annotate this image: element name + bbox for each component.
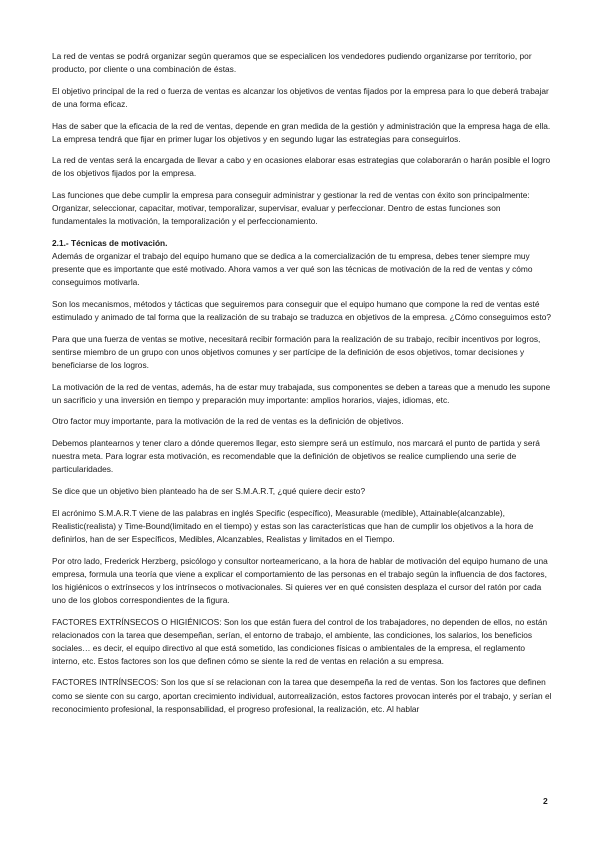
paragraph-estrategias: La red de ventas será la encargada de llevar a cabo y en ocasiones elaborar esas estrategias que colaborarán o harán posible el logro de los objetivos fijados por la empresa.	[52, 155, 551, 179]
document-body	[52, 50, 552, 724]
section-intro: Además de organizar el trabajo del equipo humano que se dedica a la comercialización de tu empresa, debes tener siempre muy presente que es importante que esté motivado. Ahora vamos a ver qué son las técnicas de motivación de la red de ventas y cómo conseguimos motivarla.	[52, 251, 533, 288]
paragraph-mecanismos: Son los mecanismos, métodos y tácticas que seguiremos para conseguir que el equipo humano que compone la red de ventas esté estimulado y animado de tal forma que la realización de su trabajo se traduzca en objetivos de la empresa. ¿Cómo conseguimos esto?	[52, 298, 552, 323]
page-number: 2	[543, 796, 548, 806]
paragraph-motivacion-trabajada: La motivación de la red de ventas, además, ha de estar muy trabajada, sus componentes se deben a tareas que a menudo les supone un sacrificio y una inversión en tiempo y preparación muy importante: amplios horarios, viajes, idiomas, etc.	[52, 381, 551, 405]
paragraph-objetivo-principal: El objetivo principal de la red o fuerza de ventas es alcanzar los objetivos de ventas fijados por la empresa para lo que deberá trabajar de una forma eficaz.	[52, 85, 549, 109]
paragraph-smart-question: Se dice que un objetivo bien planteado ha de ser S.M.A.R.T, ¿qué quiere decir esto?	[52, 485, 366, 496]
paragraph-fuerza-ventas: Para que una fuerza de ventas se motive, necesitará recibir formación para la realización de su trabajo, recibir incentivos por logros, sentirse miembro de un grupo con unos objetivos comunes y ser partícipe de la definición de esos objetivos, tomar decisiones y beneficiarse de los logros.	[52, 333, 541, 370]
paragraph-smart-acronym: El acrónimo S.M.A.R.T viene de las palabras en inglés Specific (específico), Measurable (medible), Attainable(alcanzable), Realistic(realista) y Time-Bound(limitado en el tiempo) y estas son las características que han de cumplir los objetivos a la hora de definirlos, han de ser Específicos, Medibles, Alcanzables, Realistas y limitados en el Tiempo.	[52, 507, 534, 544]
paragraph-funciones: Las funciones que debe cumplir la empresa para conseguir administrar y gestionar la red de ventas con éxito son principalmente: Organizar, seleccionar, capacitar, motivar, temporalizar, supervisar, evaluar y perfeccionar. Dentro de estas funciones son fundamentales la motivación, la temporalización y el perfeccionamiento.	[52, 190, 530, 227]
paragraph-factores-intrinsecos: FACTORES INTRÍNSECOS: Son los que sí se relacionan con la tarea que desempeña la red de ventas. Son los factores que definen como se siente con su cargo, aportan crecimiento individual, autorrealización, estos factores provocan interés por el trabajo, y serían el reconocimiento profesional, la responsabilidad, el progreso profesional, la realización, etc. Al hablar	[52, 677, 552, 714]
paragraph-herzberg: Por otro lado, Frederick Herzberg, psicólogo y consultor norteamericano, a la hora de hablar de motivación del equipo humano de una empresa, formula una teoría que viene a explicar el comportamiento de las personas en el trabajo según la influencia de dos factores, los higiénicos o extrínsecos y los intrínsecos o motivacionales. Si quieres ver en qué consisten desplaza el cursor del ratón por cada uno de los globos correspondientes de la figura.	[52, 555, 548, 605]
paragraph-factores-extrinsecos: FACTORES EXTRÍNSECOS O HIGIÉNICOS: Son los que están fuera del control de los trabajadores, no dependen de ellos, no están relacionados con la tarea que desempeñan, serían, el entorno de trabajo, el ambiente, las condiciones, los salarios, los beneficios sociales… es decir, el equipo directivo al que está sometido, las condiciones físicas o ambientales de la empresa, el reglamento interno, etc. Estos factores son los que definen cómo se siente la red de ventas en relación a su empresa.	[52, 616, 548, 666]
paragraph-definicion-objetivos: Otro factor muy importante, para la motivación de la red de ventas es la definición de objetivos.	[52, 416, 404, 427]
paragraph-organizacion: La red de ventas se podrá organizar según queramos que se especialicen los vendedores pudiendo organizarse por territorio, por producto, por cliente o una combinación de éstas.	[52, 51, 532, 75]
section-heading: 2.1.- Técnicas de motivación.	[52, 238, 168, 248]
paragraph-plantearnos: Debemos plantearnos y tener claro a dónde queremos llegar, esto siempre será un estímulo, nos marcará el punto de partida y será nuestra meta. Para lograr esta motivación, es recomendable que la definición de objetivos se realice cumpliendo una serie de particularidades.	[52, 438, 540, 475]
paragraph-eficacia: Has de saber que la eficacia de la red de ventas, depende en gran medida de la gestión y administración que la empresa haga de ella. La empresa tendrá que fijar en primer lugar los objetivos y en segundo lugar las estrategias para conseguirlos.	[52, 120, 551, 144]
